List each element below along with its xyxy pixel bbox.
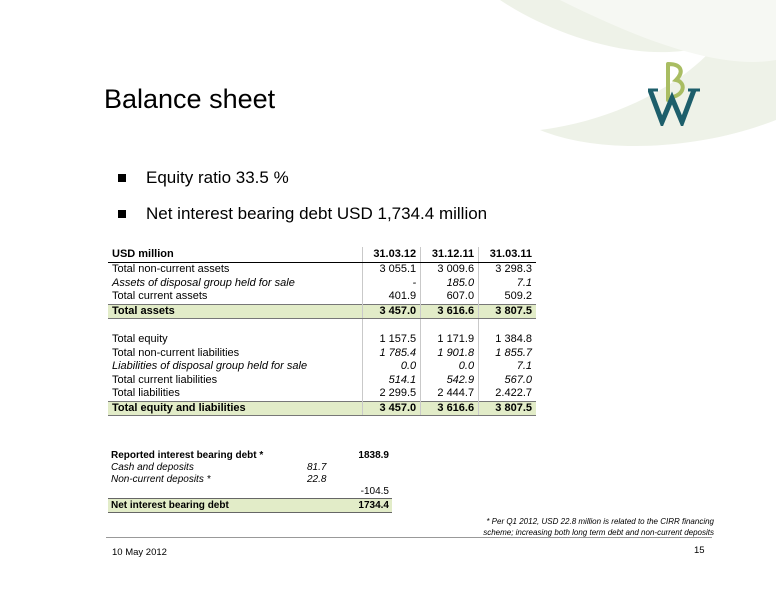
table-row — [108, 277, 536, 291]
value-cell: 2 444.7 — [421, 387, 479, 401]
value-cell: - — [362, 277, 421, 291]
row-label: Total current liabilities — [112, 373, 218, 386]
header-cell: 31.03.12 — [362, 247, 421, 263]
table-row — [108, 387, 536, 401]
value-cell: 509.2 — [479, 290, 536, 304]
row-label: Liabilities of disposal group held for sale — [112, 360, 308, 372]
row-label: Reported interest bearing debt * — [111, 450, 264, 461]
total-row — [108, 499, 392, 513]
total-row — [108, 304, 536, 319]
value-cell: 0.0 — [421, 360, 479, 374]
table-row — [108, 290, 536, 304]
bullet-equity-ratio — [118, 160, 487, 196]
table-row — [108, 347, 536, 361]
value-cell: 3 055.1 — [362, 263, 421, 277]
value-cell: 3 457.0 — [362, 304, 421, 319]
table-row — [108, 486, 392, 499]
bullet-net-debt — [118, 196, 487, 232]
spacer-row — [108, 319, 536, 334]
page-number: 15 — [694, 545, 705, 556]
square-bullet-icon — [118, 174, 126, 182]
row-label: Assets of disposal group held for sale — [112, 276, 295, 289]
value-cell: 401.9 — [362, 290, 421, 304]
value-cell: 607.0 — [421, 290, 479, 304]
row-label: Net interest bearing debt — [108, 499, 304, 513]
footnote-line: * Per Q1 2012, USD 22.8 million is related to the CIRR financing — [486, 517, 714, 526]
row-label: Total assets — [108, 304, 362, 319]
value-cell: 185.0 — [421, 277, 479, 291]
value-cell: 3 807.5 — [479, 401, 536, 416]
row-label: Total liabilities — [112, 387, 180, 399]
footnote-line: scheme; increasing both long term debt and non-current deposits — [483, 528, 714, 537]
row-label: Total current assets — [112, 290, 208, 302]
value-cell: 1 157.5 — [362, 333, 421, 347]
key-points-list — [118, 160, 487, 232]
table-row — [108, 333, 536, 347]
balance-sheet-table — [108, 247, 536, 416]
value-cell: 1 901.8 — [421, 347, 479, 361]
value-cell: 542.9 — [421, 374, 479, 388]
value-cell: 1838.9 — [358, 450, 389, 461]
value-cell: 3 298.3 — [479, 263, 536, 277]
value-cell: 1 171.9 — [421, 333, 479, 347]
net-debt-table — [108, 450, 392, 513]
value-cell: 7.1 — [479, 360, 536, 374]
footer-divider — [106, 537, 712, 538]
value-cell: 81.7 — [307, 462, 327, 473]
row-label: Total non-current liabilities — [112, 346, 240, 359]
value-cell: 3 616.6 — [421, 304, 479, 319]
value-cell: 514.1 — [362, 374, 421, 388]
row-label: Total non-current assets — [112, 263, 230, 275]
value-cell: 3 009.6 — [421, 263, 479, 277]
table-row — [108, 474, 392, 486]
table-row — [108, 360, 536, 374]
row-label: Total equity — [112, 333, 168, 345]
value-cell: 1 855.7 — [479, 347, 536, 361]
footnote — [440, 516, 714, 538]
value-cell: -104.5 — [360, 486, 389, 497]
row-label: Non-current deposits * — [111, 474, 211, 485]
row-label: Total equity and liabilities — [108, 401, 362, 416]
footer-date: 10 May 2012 — [112, 547, 167, 558]
header-cell: 31.12.11 — [421, 247, 479, 263]
value-cell: 2 299.5 — [362, 387, 421, 401]
value-cell: 567.0 — [479, 374, 536, 388]
table-row — [108, 374, 536, 388]
table-header-row — [108, 247, 536, 263]
value-cell: 1 384.8 — [479, 333, 536, 347]
header-cell: USD million — [108, 247, 362, 263]
table-row — [108, 462, 392, 474]
value-cell: 22.8 — [307, 474, 327, 485]
value-cell: 1734.4 — [344, 499, 392, 513]
square-bullet-icon — [118, 210, 126, 218]
bullet-text: Net interest bearing debt USD 1,734.4 million — [146, 204, 488, 223]
value-cell: 1 785.4 — [362, 347, 421, 361]
value-cell: 3 616.6 — [421, 401, 479, 416]
value-cell: 0.0 — [362, 360, 421, 374]
bw-logo — [648, 60, 712, 126]
value-cell: 2.422.7 — [479, 387, 536, 401]
value-cell: 7.1 — [479, 277, 536, 291]
table-row — [108, 450, 392, 462]
bullet-text: Equity ratio 33.5 % — [146, 168, 289, 187]
header-cell: 31.03.11 — [479, 247, 536, 263]
page-title: Balance sheet — [104, 84, 276, 114]
row-label: Cash and deposits — [111, 462, 194, 473]
value-cell: 3 457.0 — [362, 401, 421, 416]
value-cell: 3 807.5 — [479, 304, 536, 319]
total-row — [108, 401, 536, 416]
table-row — [108, 263, 536, 277]
